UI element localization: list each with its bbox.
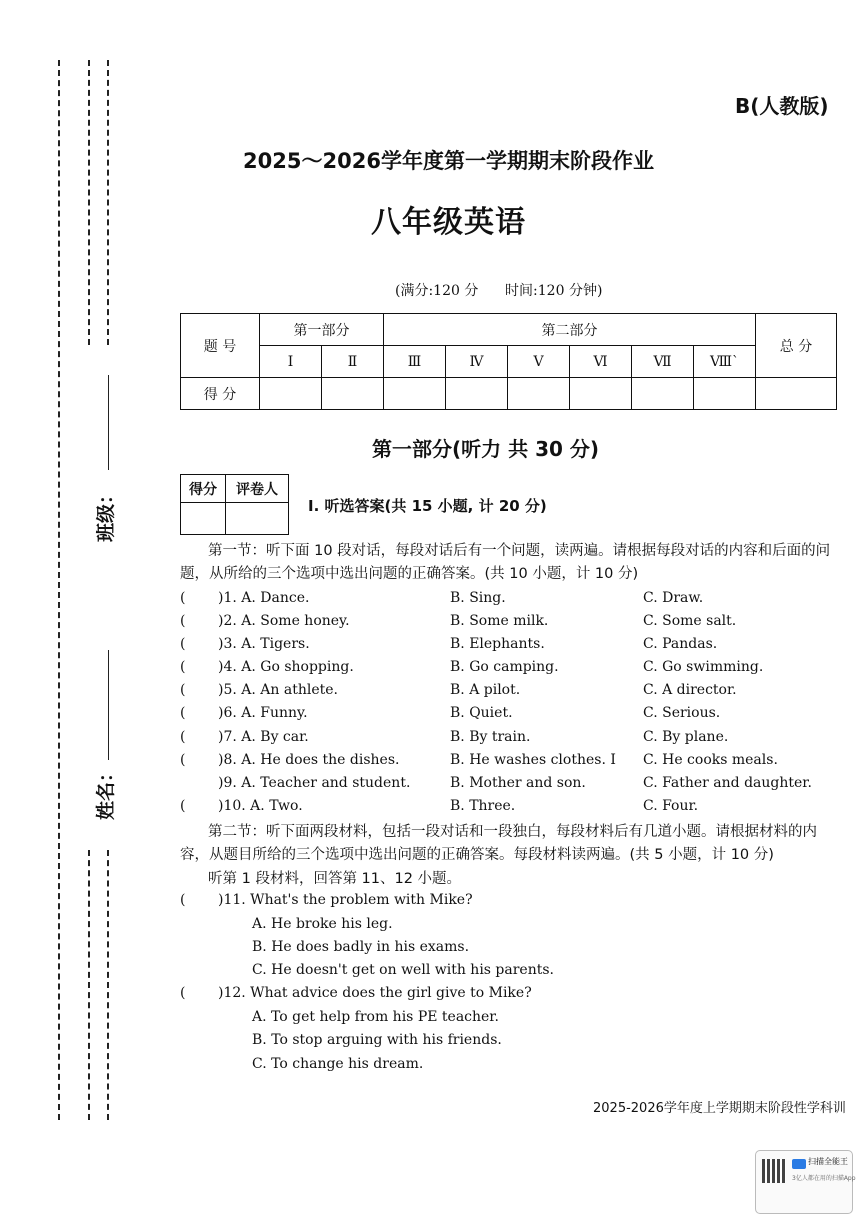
score-table-numeral: Ⅶ xyxy=(632,346,694,378)
option-b: B. A pilot. xyxy=(450,682,521,698)
answer-paren[interactable]: ( xyxy=(180,729,186,745)
score-cell[interactable] xyxy=(446,378,508,410)
score-table-numeral: Ⅲ xyxy=(384,346,446,378)
question-row xyxy=(180,775,850,798)
answer-paren[interactable]: ( xyxy=(180,682,186,698)
score-cell[interactable] xyxy=(508,378,570,410)
grader-box xyxy=(180,474,289,535)
question-stem: )12. What advice does the girl give to Mike? xyxy=(218,985,532,1001)
scanner-badge xyxy=(755,1150,856,1214)
question-row xyxy=(180,729,850,752)
answer-paren[interactable]: ( xyxy=(180,590,186,606)
question-row xyxy=(180,705,850,728)
question-row xyxy=(180,682,850,705)
score-table-numeral: Ⅳ xyxy=(446,346,508,378)
question-row xyxy=(180,798,850,821)
grader-name-cell[interactable] xyxy=(226,503,289,535)
question-row xyxy=(180,590,850,613)
material1-intro: 听第 1 段材料，回答第 11、12 小题。 xyxy=(208,871,462,887)
answer-paren[interactable]: ( xyxy=(180,985,186,1001)
score-cell[interactable] xyxy=(632,378,694,410)
score-table-number-label: 题 号 xyxy=(181,314,260,378)
option-c: C. He doesn't get on well with his parents. xyxy=(252,962,554,978)
option-c: C. Four. xyxy=(643,798,699,814)
option-c: C. By plane. xyxy=(643,729,729,745)
option-b: B. Three. xyxy=(450,798,516,814)
score-table-numeral: Ⅰ xyxy=(260,346,322,378)
score-table-total: 总 分 xyxy=(756,314,837,378)
camscanner-logo-icon xyxy=(792,1159,806,1169)
question-row xyxy=(180,892,850,915)
grader-score-cell[interactable] xyxy=(181,503,226,535)
option-b: B. He washes clothes. I xyxy=(450,752,616,768)
score-table-numeral: Ⅴ xyxy=(508,346,570,378)
exam-title: 2025～2026学年度第一学期期末阶段作业 xyxy=(243,149,654,173)
answer-paren[interactable]: ( xyxy=(180,798,186,814)
option-c: C. Draw. xyxy=(643,590,704,606)
score-table-numeral: Ⅷ` xyxy=(694,346,756,378)
section-heading: Ⅰ. 听选答案(共 15 小题, 计 20 分) xyxy=(308,497,547,515)
score-table-part2: 第二部分 xyxy=(384,314,756,346)
binding-dash-line-5 xyxy=(107,850,109,1120)
option-a: )10. A. Two. xyxy=(218,798,303,814)
option-a: A. To get help from his PE teacher. xyxy=(252,1009,499,1025)
grader-name-label: 评卷人 xyxy=(226,475,289,503)
option-b: B. To stop arguing with his friends. xyxy=(252,1032,502,1048)
option-a: )9. A. Teacher and student. xyxy=(218,775,411,791)
option-c: C. To change his dream. xyxy=(252,1056,424,1072)
scanner-tagline: 3亿人都在用的扫描App xyxy=(792,1175,856,1182)
subject-title: 八年级英语 xyxy=(371,205,526,240)
option-b: B. Sing. xyxy=(450,590,506,606)
exam-meta: (满分:120 分 时间:120 分钟) xyxy=(395,283,603,299)
answer-paren[interactable]: ( xyxy=(180,892,186,908)
option-c: C. Some salt. xyxy=(643,613,737,629)
grader-score-label: 得分 xyxy=(181,475,226,503)
score-cell[interactable] xyxy=(384,378,446,410)
option-a: )5. A. An athlete. xyxy=(218,682,338,698)
score-cell[interactable] xyxy=(260,378,322,410)
class-label: 班级： xyxy=(95,484,118,543)
score-cell[interactable] xyxy=(694,378,756,410)
question-row xyxy=(180,985,850,1008)
score-cell[interactable] xyxy=(570,378,632,410)
option-c: C. Go swimming. xyxy=(643,659,764,675)
score-cell-total[interactable] xyxy=(756,378,837,410)
question-row xyxy=(180,613,850,636)
page-footer: 2025-2026学年度上学期期末阶段性学科训 xyxy=(593,1101,846,1116)
binding-dash-line-4 xyxy=(88,850,90,1120)
answer-paren[interactable]: ( xyxy=(180,636,186,652)
option-b: B. Elephants. xyxy=(450,636,545,652)
option-b: B. By train. xyxy=(450,729,531,745)
option-a: )8. A. He does the dishes. xyxy=(218,752,400,768)
option-c: C. He cooks meals. xyxy=(643,752,778,768)
edition-label: B(人教版) xyxy=(735,94,829,118)
qr-code-icon xyxy=(762,1159,786,1183)
option-b: B. Go camping. xyxy=(450,659,559,675)
score-cell[interactable] xyxy=(322,378,384,410)
score-table xyxy=(180,313,837,410)
score-table-numeral: Ⅵ xyxy=(570,346,632,378)
option-b: B. Quiet. xyxy=(450,705,513,721)
score-table-part1: 第一部分 xyxy=(260,314,384,346)
name-label: 姓名： xyxy=(95,762,118,821)
answer-paren[interactable]: ( xyxy=(180,752,186,768)
option-a: )4. A. Go shopping. xyxy=(218,659,354,675)
part-one-title: 第一部分(听力 共 30 分) xyxy=(372,437,600,461)
name-blank-line xyxy=(108,650,109,760)
question-stem: )11. What's the problem with Mike? xyxy=(218,892,473,908)
option-a: )3. A. Tigers. xyxy=(218,636,310,652)
option-a: A. He broke his leg. xyxy=(252,916,393,932)
scanner-name: 扫描全能王 xyxy=(808,1157,848,1166)
section2-instructions: 第二节：听下面两段材料，包括一段对话和一段独白，每段材料后有几道小题。请根据材料的内容，从题目所给的三个选项中选出问题的正确答案。每段材料读两遍。(共 5 小题，计 10 分) xyxy=(180,824,817,863)
option-a: )1. A. Dance. xyxy=(218,590,310,606)
option-a: )7. A. By car. xyxy=(218,729,309,745)
class-blank-line xyxy=(108,375,109,470)
answer-paren[interactable]: ( xyxy=(180,613,186,629)
option-c: C. A director. xyxy=(643,682,737,698)
option-a: )2. A. Some honey. xyxy=(218,613,350,629)
option-a: )6. A. Funny. xyxy=(218,705,308,721)
score-table-score-label: 得 分 xyxy=(181,378,260,410)
option-b: B. Mother and son. xyxy=(450,775,586,791)
score-table-numeral: Ⅱ xyxy=(322,346,384,378)
option-b: B. He does badly in his exams. xyxy=(252,939,470,955)
option-c: C. Father and daughter. xyxy=(643,775,812,791)
section1-instructions: 第一节：听下面 10 段对话，每段对话后有一个问题，读两遍。请根据每段对话的内容和后面的问题，从所给的三个选项中选出问题的正确答案。(共 10 小题，计 10 分) xyxy=(180,543,831,582)
question-row xyxy=(180,752,850,775)
question-row xyxy=(180,636,850,659)
option-c: C. Serious. xyxy=(643,705,721,721)
answer-paren[interactable]: ( xyxy=(180,705,186,721)
answer-paren[interactable]: ( xyxy=(180,659,186,675)
question-row xyxy=(180,659,850,682)
option-b: B. Some milk. xyxy=(450,613,549,629)
option-c: C. Pandas. xyxy=(643,636,718,652)
